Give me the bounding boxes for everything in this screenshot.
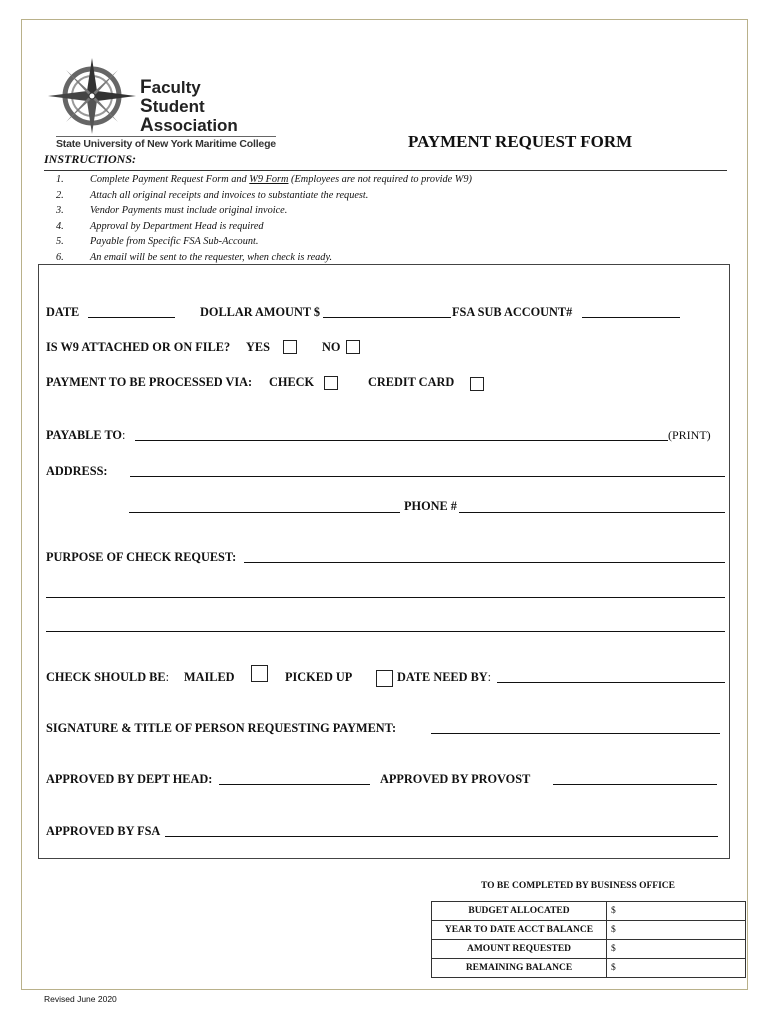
revised-date: Revised June 2020 (44, 994, 117, 1004)
approved-dept-head-field[interactable] (219, 784, 370, 785)
logo-line-faculty: Faculty (140, 77, 201, 98)
logo-subtitle: State University of New York Maritime College (56, 138, 276, 150)
budget-allocated-field[interactable]: $ (607, 902, 746, 921)
budget-allocated-label: BUDGET ALLOCATED (432, 902, 607, 921)
w9-yes-checkbox[interactable] (283, 340, 297, 354)
credit-card-label: CREDIT CARD (368, 375, 455, 389)
w9-question-label: IS W9 ATTACHED OR ON FILE? (46, 340, 231, 354)
remaining-balance-field[interactable]: $ (607, 959, 746, 978)
w9-no-checkbox[interactable] (346, 340, 360, 354)
phone-label: PHONE # (404, 499, 457, 513)
dollar-amount-field[interactable] (323, 317, 451, 318)
business-office-table (431, 901, 746, 978)
approved-fsa-field[interactable] (165, 836, 718, 837)
fsa-logo (44, 56, 284, 152)
approved-fsa-label: APPROVED BY FSA (46, 824, 161, 838)
fsa-sub-account-label: FSA SUB ACCOUNT# (452, 305, 573, 319)
signature-label: SIGNATURE & TITLE OF PERSON REQUESTING PAYMENT: (46, 721, 397, 735)
table-row (432, 959, 746, 978)
check-checkbox[interactable] (324, 376, 338, 390)
address-line-2[interactable] (129, 512, 400, 513)
amount-requested-label: AMOUNT REQUESTED (432, 940, 607, 959)
compass-rose-icon (44, 56, 144, 138)
page-title: PAYMENT REQUEST FORM (408, 132, 633, 151)
instruction-item: 6. An email will be sent to the requester, when check is ready. (56, 251, 333, 263)
address-label: ADDRESS: (46, 464, 108, 478)
approved-dept-head-label: APPROVED BY DEPT HEAD: (46, 772, 213, 786)
payable-to-label: PAYABLE TO: (46, 428, 126, 442)
amount-requested-field[interactable]: $ (607, 940, 746, 959)
address-line-1[interactable] (130, 476, 725, 477)
date-field[interactable] (88, 317, 175, 318)
credit-card-checkbox[interactable] (470, 377, 484, 391)
w9-form-link[interactable]: W9 Form (249, 174, 289, 185)
logo-line-association: Association (140, 115, 238, 136)
instruction-item: 2. Attach all original receipts and invoices to substantiate the request. (56, 189, 369, 201)
purpose-line-1[interactable] (244, 562, 725, 563)
business-office-title: TO BE COMPLETED BY BUSINESS OFFICE (481, 881, 676, 891)
mailed-label: MAILED (184, 670, 235, 684)
purpose-label: PURPOSE OF CHECK REQUEST: (46, 550, 237, 564)
table-row (432, 902, 746, 921)
date-need-by-field[interactable] (497, 682, 725, 683)
check-label: CHECK (269, 375, 315, 389)
instructions-list (56, 172, 472, 265)
check-should-be-label: CHECK SHOULD BE: (46, 670, 169, 684)
payable-to-field[interactable] (135, 440, 668, 441)
instructions-heading: INSTRUCTIONS: (44, 152, 137, 166)
fsa-sub-account-field[interactable] (582, 317, 680, 318)
print-note: (PRINT) (668, 428, 711, 442)
purpose-line-3[interactable] (46, 631, 725, 632)
instructions-divider (44, 170, 727, 171)
table-row (432, 921, 746, 940)
instruction-item: 5. Payable from Specific FSA Sub-Account. (56, 236, 259, 247)
approved-provost-field[interactable] (553, 784, 717, 785)
w9-yes-label: YES (246, 340, 270, 354)
instruction-item: 3. Vendor Payments must include original invoice. (56, 205, 288, 216)
picked-up-label: PICKED UP (285, 670, 353, 684)
mailed-checkbox[interactable] (251, 665, 268, 682)
logo-line-student: Student (140, 96, 205, 117)
processed-via-label: PAYMENT TO BE PROCESSED VIA: (46, 375, 253, 389)
ytd-balance-label: YEAR TO DATE ACCT BALANCE (432, 921, 607, 940)
remaining-balance-label: REMAINING BALANCE (432, 959, 607, 978)
instruction-item: 1. Complete Payment Request Form and W9 Form (Employees are not required to provide W9) (56, 174, 472, 185)
signature-field[interactable] (431, 733, 720, 734)
date-need-by-label: DATE NEED BY: (397, 670, 492, 684)
instruction-item: 4. Approval by Department Head is required (56, 220, 264, 232)
purpose-line-2[interactable] (46, 597, 725, 598)
ytd-balance-field[interactable]: $ (607, 921, 746, 940)
logo-wordmark (140, 78, 238, 135)
approved-provost-label: APPROVED BY PROVOST (380, 772, 531, 786)
table-row (432, 940, 746, 959)
phone-field[interactable] (459, 512, 725, 513)
picked-up-checkbox[interactable] (376, 670, 393, 687)
dollar-amount-label: DOLLAR AMOUNT $ (200, 305, 321, 319)
date-label: DATE (46, 305, 80, 319)
w9-no-label: NO (322, 340, 341, 354)
